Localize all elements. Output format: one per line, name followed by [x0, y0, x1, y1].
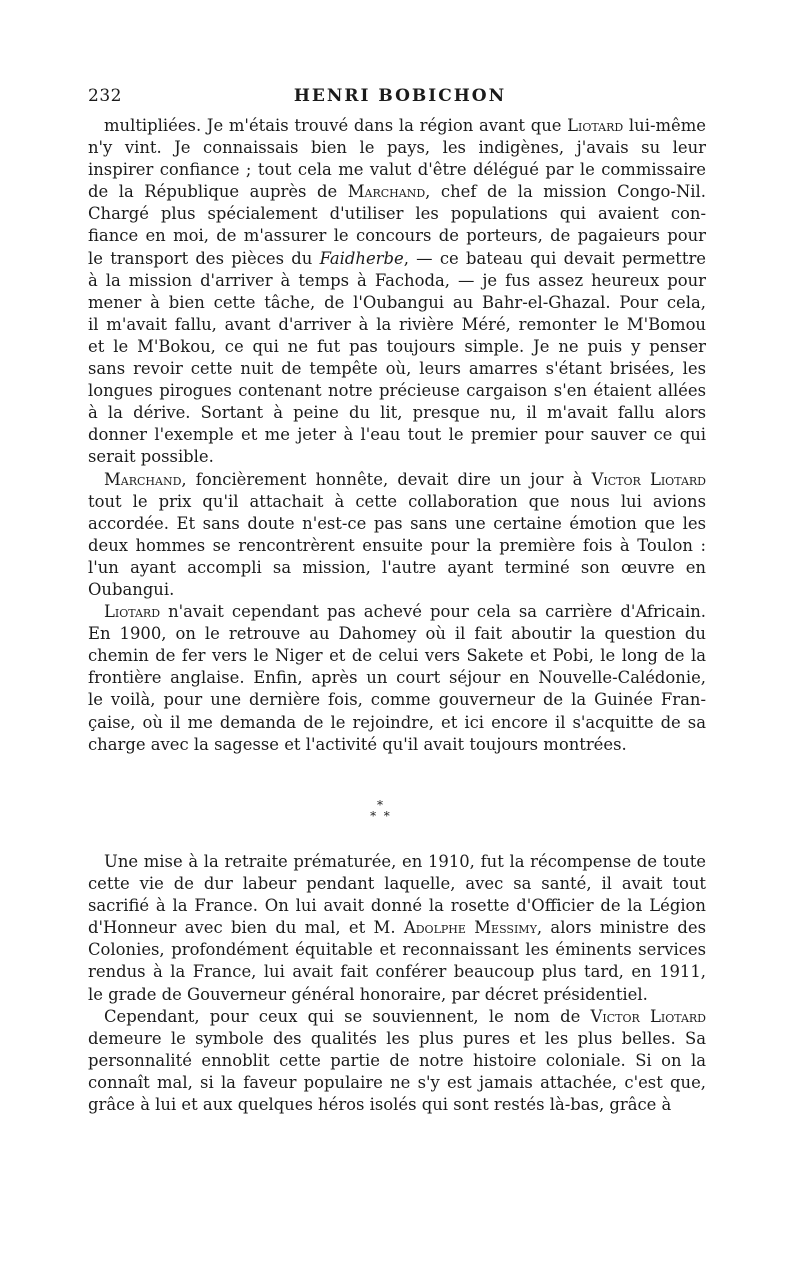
paragraph [88, 601, 706, 756]
text-run: sacrifié à la France. On lui avait donné la rosette d'Officier de la Légion [88, 896, 706, 916]
proper-name: Liotard [104, 602, 161, 622]
text-line [88, 984, 706, 1006]
text-line [88, 137, 706, 159]
text-line [88, 689, 706, 711]
separator-stars-bottom: * * [370, 809, 390, 823]
text-run: n'y vint. Je connaissais bien le pays, les indigènes, j'avais su leur [88, 138, 706, 158]
paragraph [88, 115, 706, 469]
text-run: rendus à la France, lui avait fait conférer beaucoup plus tard, en 1911, [88, 962, 706, 982]
text-line [88, 159, 706, 181]
text-run: et le M'Bokou, ce qui ne fut pas toujours simple. Je ne puis y penser [88, 336, 706, 356]
text-run: mener à bien cette tâche, de l'Oubangui au Bahr-el-Ghazal. Pour cela, [88, 292, 706, 312]
text-run: connaît mal, si la faveur populaire ne s'y est jamais attachée, c'est que, [88, 1072, 706, 1092]
text-line [88, 446, 706, 468]
text-line [88, 623, 706, 645]
text-run: deux hommes se rencontrèrent ensuite pour la première fois à Toulon : [88, 535, 706, 555]
text-line [88, 314, 706, 336]
proper-name: Liotard [567, 116, 624, 135]
running-head: HENRI BOBICHON [293, 86, 507, 106]
text-run: donner l'exemple et me jeter à l'eau tout le premier pour sauver ce qui [88, 425, 706, 445]
italic-title: Faidherbe [319, 248, 404, 268]
text-run: accordée. Et sans doute n'est-ce pas sans une certaine émotion que les [88, 513, 706, 533]
text-line [88, 895, 706, 917]
text-run: cette vie de dur labeur pendant laquelle, avec sa santé, il avait tout [88, 874, 706, 894]
text-run: d'Honneur avec bien du mal, et M. [88, 918, 404, 938]
text-run: de la République auprès de [88, 182, 348, 202]
text-run: , alors ministre des [536, 918, 706, 938]
text-run: , foncièrement honnête, devait dire un jour à [181, 469, 592, 489]
paragraph [88, 469, 706, 602]
text-line [88, 469, 706, 491]
text-line [88, 248, 706, 270]
proper-name: Victor Liotard [590, 1006, 706, 1026]
separator-star-top: * [377, 798, 383, 812]
text-run: fiance en moi, de m'assurer le concours de porteurs, de pagaieurs pour [88, 226, 706, 246]
text-run: Chargé plus spécialement d'utiliser les populations qui avaient con- [88, 204, 706, 224]
text-run: tout le prix qu'il attachait à cette collaboration que nous lui avions [88, 491, 706, 511]
page-number: 232 [88, 86, 122, 106]
paragraph [88, 1006, 706, 1116]
text-line [88, 1006, 706, 1028]
text-run: Cependant, pour ceux qui se souviennent, le nom de [104, 1006, 591, 1026]
text-run: grâce à lui et aux quelques héros isolés qui sont restés là-bas, grâce à [88, 1095, 672, 1115]
proper-name: Marchand [347, 182, 426, 202]
text-line [88, 557, 706, 579]
paragraph [88, 851, 706, 1006]
text-line [88, 292, 706, 314]
text-run: , chef de la mission Congo-Nil. [425, 182, 706, 202]
text-run: n'avait cependant pas achevé pour cela sa carrière d'Africain. [160, 602, 706, 622]
page-header [88, 86, 712, 110]
text-run: à la dérive. Sortant à peine du lit, presque nu, il m'avait fallu alors [88, 403, 706, 423]
text-line [88, 1072, 706, 1094]
text-line [88, 336, 706, 358]
text-line [88, 380, 706, 402]
text-line [88, 712, 706, 734]
text-body-part1 [88, 115, 706, 756]
text-line [88, 115, 706, 137]
text-line [88, 939, 706, 961]
text-run: Oubangui. [88, 579, 175, 599]
text-line [88, 402, 706, 424]
text-run: sans revoir cette nuit de tempête où, leurs amarres s'étant brisées, les [88, 359, 706, 379]
text-line [88, 645, 706, 667]
text-run: inspirer confiance ; tout cela me valut d'être délégué par le commissaire [88, 160, 706, 180]
text-line [88, 1094, 706, 1116]
text-line [88, 225, 706, 247]
text-run: charge avec la sagesse et l'activité qu'il avait toujours montrées. [88, 734, 627, 754]
text-line [88, 1028, 706, 1050]
text-line [88, 734, 706, 756]
text-run: l'un ayant accompli sa mission, l'autre ayant terminé son œuvre en [88, 557, 706, 577]
proper-name: Adolphe Messimy [403, 918, 537, 938]
text-line [88, 513, 706, 535]
text-run: personnalité ennoblit cette partie de notre histoire coloniale. Si on la [88, 1050, 706, 1070]
text-line [88, 851, 706, 873]
text-run: il m'avait fallu, avant d'arriver à la rivière Méré, remonter le M'Bomou [88, 314, 706, 334]
text-run: lui-même [623, 116, 706, 135]
text-line [88, 1050, 706, 1072]
text-line [88, 358, 706, 380]
text-run: Une mise à la retraite prématurée, en 1910, fut la récompense de toute [104, 852, 706, 871]
text-run: multipliées. Je m'étais trouvé dans la région avant que [104, 116, 568, 135]
text-body-part2 [88, 851, 706, 1116]
text-run: , — ce bateau qui devait permettre [403, 248, 706, 268]
text-line [88, 181, 706, 203]
section-separator [360, 800, 400, 830]
text-run: longues pirogues contenant notre précieuse cargaison s'en étaient allées [88, 381, 706, 401]
text-run: le grade de Gouverneur général honoraire, par décret présidentiel. [88, 984, 648, 1004]
text-line [88, 491, 706, 513]
text-line [88, 535, 706, 557]
text-line [88, 917, 706, 939]
text-line [88, 203, 706, 225]
proper-name: Marchand [104, 469, 182, 489]
text-line [88, 270, 706, 292]
text-line [88, 601, 706, 623]
text-run: serait possible. [88, 447, 214, 467]
text-run: chemin de fer vers le Niger et de celui vers Sakete et Pobi, le long de la [88, 646, 706, 666]
text-run: çaise, où il me demanda de le rejoindre, et ici encore il s'acquitte de sa [88, 712, 706, 732]
text-line [88, 667, 706, 689]
proper-name: Victor Liotard [591, 469, 706, 489]
text-line [88, 873, 706, 895]
text-line [88, 961, 706, 983]
text-run: Colonies, profondément équitable et reconnaissant les éminents services [88, 940, 706, 960]
text-run: le transport des pièces du [88, 248, 320, 268]
text-run: à la mission d'arriver à temps à Fachoda, — je fus assez heureux pour [88, 270, 706, 290]
text-run: le voilà, pour une dernière fois, comme gouverneur de la Guinée Fran- [88, 690, 706, 710]
text-run: En 1900, on le retrouve au Dahomey où il fait aboutir la question du [88, 624, 706, 644]
text-run: frontière anglaise. Enfin, après un court séjour en Nouvelle-Calédonie, [88, 668, 706, 688]
text-run: demeure le symbole des qualités les plus pures et les plus belles. Sa [88, 1028, 706, 1048]
text-line [88, 579, 706, 601]
text-line [88, 424, 706, 446]
